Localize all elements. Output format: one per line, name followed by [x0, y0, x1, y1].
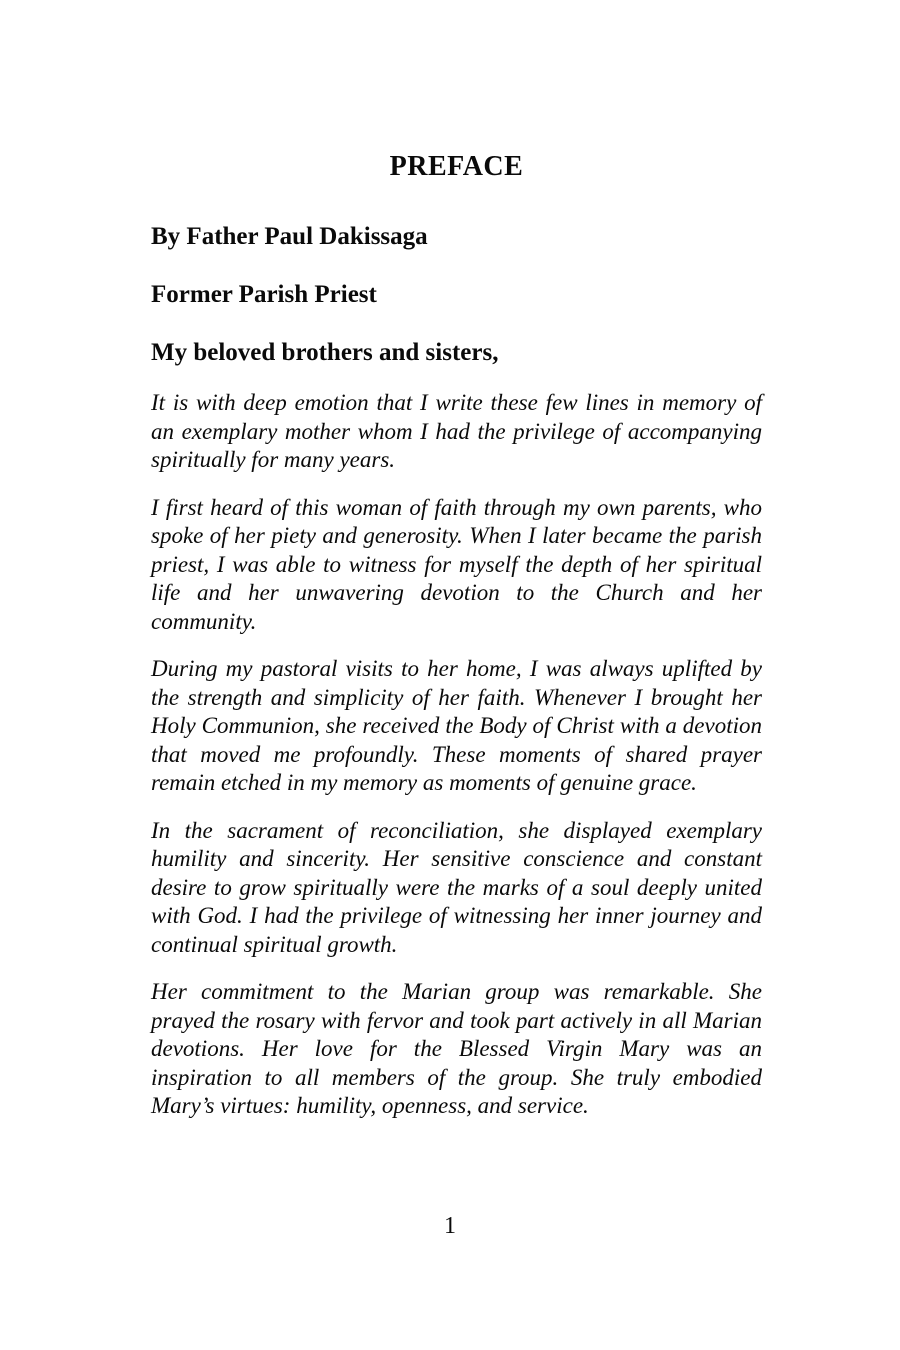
page-number: 1 — [444, 1213, 456, 1239]
paragraph-3: During my pastoral visits to her home, I was always uplifted by the strength and simplicity of her faith. Whenever I brought her Holy Communion, she received the Body of Christ with a devotion that moved me profoundly. These moments of shared prayer remain etched in my memory as moments of genuine grace. — [151, 656, 762, 795]
page-title: PREFACE — [389, 151, 524, 182]
role-heading: Former Parish Priest — [151, 281, 377, 308]
salutation-heading: My beloved brothers and sisters, — [151, 339, 499, 366]
paragraph-5: Her commitment to the Marian group was remarkable. She prayed the rosary with fervor and took part actively in all Marian devotions. Her love for the Blessed Virgin Mary was an inspiration to all members of the group. She truly embodied Mary’s virtues: humility, openness, and service. — [151, 979, 762, 1118]
paragraph-4: In the sacrament of reconciliation, she displayed exemplary humility and sincerity. Her sensitive conscience and constant desire to grow spiritually were the marks of a soul deeply united with God. I had the privilege of witnessing her inner journey and continual spiritual growth. — [151, 817, 762, 957]
paragraph-2: I first heard of this woman of faith through my own parents, who spoke of her piety and generosity. When I later became the parish priest, I was able to witness for myself the depth of her spiritual life and her unwavering devotion to the Church and her community. — [151, 494, 762, 634]
paragraph-1: It is with deep emotion that I write these few lines in memory of an exemplary mother whom I had the privilege of accompanying spiritually for many years. — [151, 390, 762, 472]
page-content — [151, 150, 762, 1140]
author-heading: By Father Paul Dakissaga — [151, 223, 428, 250]
